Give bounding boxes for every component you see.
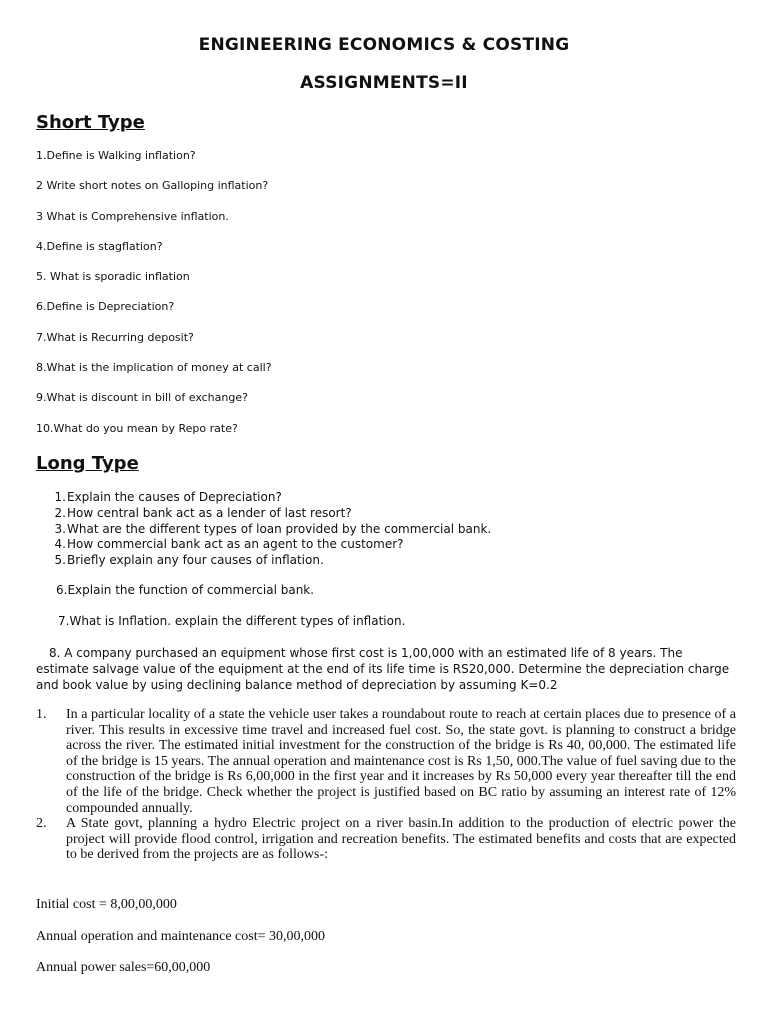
short-type-heading: Short Type bbox=[36, 112, 145, 133]
long-type-heading: Long Type bbox=[36, 453, 139, 474]
long-type-numbered-list bbox=[36, 490, 491, 569]
annual-om-cost: Annual operation and maintenance cost= 30,00,000 bbox=[36, 929, 325, 944]
initial-cost: Initial cost = 8,00,00,000 bbox=[36, 897, 177, 912]
problem-text: A State govt, planning a hydro Electric project on a river basin.In addition to the production of electric power the project will provide flood control, irrigation and recreation benefits. The estimated benefits and costs that are expected to be derived from the projects are as follows-: bbox=[66, 816, 736, 863]
short-question: 5. What is sporadic inflation bbox=[36, 270, 190, 284]
list-number: 5. bbox=[54, 553, 66, 568]
short-question: 10.What do you mean by Repo rate? bbox=[36, 421, 238, 435]
short-question: 6.Define is Depreciation? bbox=[36, 300, 175, 314]
short-question: 9.What is discount in bill of exchange? bbox=[36, 391, 248, 405]
long-question-8: 8. A company purchased an equipment whose first cost is 1,00,000 with an estimated life of 8 years. The estimate salvage value of the equipment at the end of its life time is RS20,000. Determine the depreciation charge and book value by using declining balance method of depreciation by assuming K=0.2 bbox=[36, 646, 730, 692]
annual-power-sales: Annual power sales=60,00,000 bbox=[36, 960, 211, 975]
long-question-text: Briefly explain any four causes of inflation. bbox=[67, 553, 324, 568]
short-question: 7.What is Recurring deposit? bbox=[36, 330, 194, 344]
list-number: 4. bbox=[54, 537, 66, 552]
long-question bbox=[36, 553, 491, 569]
short-type-list bbox=[36, 149, 272, 452]
document-title: ENGINEERING ECONOMICS & COSTING bbox=[198, 35, 570, 55]
short-question: 1.Define is Walking inflation? bbox=[36, 149, 196, 162]
long-question-text: How commercial bank act as an agent to the customer? bbox=[67, 537, 404, 552]
problem-text: In a particular locality of a state the vehicle user takes a roundabout route to reach at certain places due to presence of a river. This results in excessive time travel and increased fuel cost. So, the state govt. is planning to construct a bridge across the river. The estimated initial investment for the construction of the bridge is Rs 40, 00,000. The estimated life of the bridge is 15 years. The annual operation and maintenance cost is Rs 1,50, 000.The value of fuel saving due to the construction of the bridge is Rs 6,00,000 in the first year and it increases by Rs 50,000 every year thereafter till the end of the life of the bridge. Check whether the project is justified based on BC ratio by assuming an interest rate of 12% compounded annually. bbox=[66, 707, 737, 816]
short-question: 8.What is the implication of money at call? bbox=[36, 361, 272, 375]
problem-item bbox=[36, 707, 736, 816]
document-subtitle: ASSIGNMENTS=II bbox=[300, 73, 468, 93]
short-question: 3 What is Comprehensive inflation. bbox=[36, 209, 229, 223]
list-number: 1. bbox=[54, 490, 66, 504]
long-question bbox=[36, 537, 491, 553]
long-question-text: What are the different types of loan provided by the commercial bank. bbox=[67, 521, 492, 536]
problem-item bbox=[36, 816, 736, 863]
list-number: 2. bbox=[54, 505, 66, 520]
short-question: 4.Define is stagflation? bbox=[36, 239, 163, 253]
short-question: 2 Write short notes on Galloping inflation? bbox=[36, 179, 269, 193]
long-question-7: 7.What is Inflation. explain the different types of inflation. bbox=[58, 614, 406, 628]
long-question bbox=[36, 506, 491, 522]
problem-list bbox=[36, 707, 736, 863]
long-question bbox=[36, 490, 491, 506]
long-question-6: 6.Explain the function of commercial bank. bbox=[56, 583, 315, 597]
list-number: 2. bbox=[36, 816, 47, 832]
list-number: 3. bbox=[54, 521, 66, 536]
list-number: 1. bbox=[36, 707, 47, 722]
long-question bbox=[36, 522, 491, 538]
long-question-text: Explain the causes of Depreciation? bbox=[67, 490, 282, 504]
long-question-text: How central bank act as a lender of last resort? bbox=[67, 505, 352, 520]
